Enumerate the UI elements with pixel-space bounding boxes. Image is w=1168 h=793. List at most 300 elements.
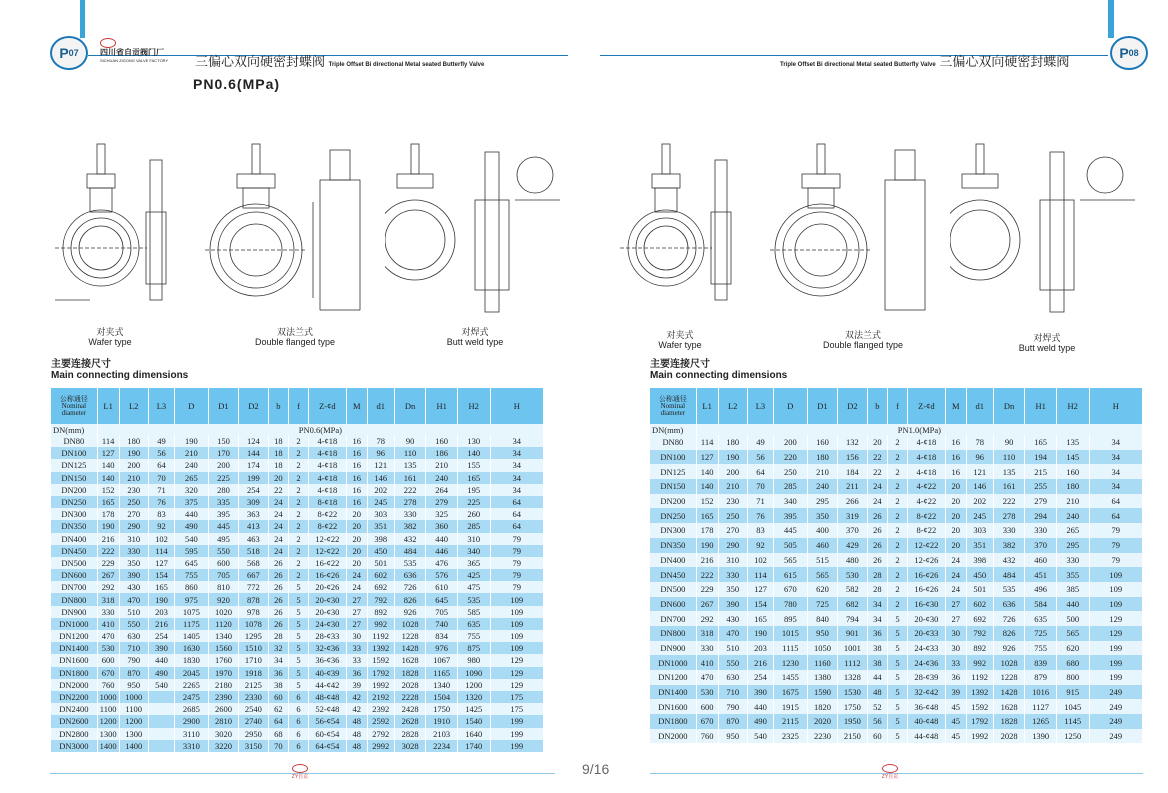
- table-cell: 2028: [993, 729, 1025, 744]
- table-cell: 210: [718, 479, 747, 494]
- column-header: Dn: [394, 388, 426, 424]
- row-label: DN2200: [51, 691, 97, 703]
- table-cell: 330: [696, 641, 718, 656]
- table-cell: 290: [119, 520, 148, 532]
- table-cell: 24: [268, 520, 289, 532]
- table-cell: 180: [1056, 479, 1089, 494]
- table-cell: 265: [1056, 523, 1089, 538]
- table-cell: 165: [1025, 435, 1057, 450]
- table-cell: 127: [148, 557, 174, 569]
- table-cell: 190: [718, 450, 747, 465]
- table-cell: 249: [1089, 714, 1142, 729]
- table-cell: 175: [490, 691, 543, 703]
- table-cell: 203: [747, 641, 773, 656]
- table-cell: 576: [426, 569, 458, 581]
- table-cell: 540: [148, 679, 174, 691]
- table-cell: 36-¢36: [308, 654, 346, 666]
- table-cell: 495: [208, 533, 238, 545]
- row-label: DN1800: [51, 667, 97, 679]
- table-cell: 540: [175, 533, 209, 545]
- row-label: DN1000: [51, 618, 97, 630]
- table-cell: 1628: [394, 654, 426, 666]
- table-cell: 20: [945, 523, 966, 538]
- table-cell: 2740: [239, 715, 268, 727]
- caption-double-flanged-right: 双法兰式 Double flanged type: [822, 330, 904, 350]
- table-cell: 26: [268, 569, 289, 581]
- table-cell: 1630: [175, 642, 209, 654]
- row-label: DN900: [51, 606, 97, 618]
- table-cell: 30: [945, 641, 966, 656]
- table-cell: 222: [394, 484, 426, 496]
- table-row: [51, 691, 544, 703]
- table-cell: 24-¢36: [907, 655, 945, 670]
- table-cell: 45: [945, 729, 966, 744]
- table-cell: 225: [208, 472, 238, 484]
- table-cell: 432: [394, 533, 426, 545]
- table-cell: 755: [457, 630, 490, 642]
- table-cell: 36: [945, 670, 966, 685]
- table-cell: 144: [239, 447, 268, 459]
- table-row: [51, 569, 544, 581]
- table-cell: 340: [774, 494, 808, 509]
- table-cell: 199: [490, 740, 543, 752]
- row-label: DN1400: [51, 642, 97, 654]
- table-cell: 1540: [457, 715, 490, 727]
- table-cell: 470: [97, 630, 119, 642]
- table-cell: 266: [838, 494, 867, 509]
- table-cell: 1000: [119, 691, 148, 703]
- table-cell: 178: [97, 508, 119, 520]
- table-cell: 250: [718, 508, 747, 523]
- table-cell: 27: [346, 606, 367, 618]
- table-row: [650, 479, 1143, 494]
- table-cell: 70: [747, 479, 773, 494]
- table-cell: 60: [867, 729, 888, 744]
- table-cell: 260: [457, 508, 490, 520]
- table-cell: 595: [175, 545, 209, 557]
- table-cell: 64: [747, 464, 773, 479]
- pn-heading: PN0.6(MPa): [193, 76, 281, 92]
- table-cell: 530: [97, 642, 119, 654]
- table-cell: 600: [208, 557, 238, 569]
- table-cell: 20: [945, 538, 966, 553]
- table-cell: 211: [838, 479, 867, 494]
- table-cell: 480: [838, 553, 867, 568]
- column-header: L2: [119, 388, 148, 424]
- table-cell: 140: [696, 479, 718, 494]
- table-cell: 202: [367, 484, 394, 496]
- table-cell: 194: [1025, 450, 1057, 465]
- table-cell: 826: [394, 593, 426, 605]
- table-cell: 2592: [367, 715, 394, 727]
- table-cell: 1265: [1025, 714, 1057, 729]
- table-cell: 278: [394, 496, 426, 508]
- table-cell: 2810: [208, 715, 238, 727]
- column-header: L3: [148, 388, 174, 424]
- table-cell: 60: [268, 691, 289, 703]
- table-cell: 992: [367, 618, 394, 630]
- row-label: DN3000: [51, 740, 97, 752]
- table-cell: 1760: [208, 654, 238, 666]
- row-label: DN300: [650, 523, 696, 538]
- table-cell: 1792: [966, 714, 993, 729]
- table-cell: 1075: [175, 606, 209, 618]
- row-label: DN1800: [650, 714, 696, 729]
- unit-row: DN(mm) PN0.6(MPa): [51, 424, 544, 435]
- row-label: DN200: [51, 484, 97, 496]
- table-cell: 121: [367, 459, 394, 471]
- row-label: DN1000: [650, 655, 696, 670]
- table-cell: 36-¢48: [907, 699, 945, 714]
- table-cell: 8-¢22: [907, 523, 945, 538]
- table-cell: 350: [807, 508, 837, 523]
- table-cell: 36: [346, 667, 367, 679]
- table-cell: 309: [239, 496, 268, 508]
- table-cell: 109: [1089, 597, 1142, 612]
- row-label: DN2400: [51, 703, 97, 715]
- row-label: DN1200: [51, 630, 97, 642]
- table-cell: 210: [175, 447, 209, 459]
- table-cell: 135: [394, 459, 426, 471]
- table-cell: 240: [807, 479, 837, 494]
- table-cell: 20: [945, 494, 966, 509]
- table-cell: 199: [1089, 655, 1142, 670]
- table-cell: 710: [718, 685, 747, 700]
- table-cell: 295: [1056, 538, 1089, 553]
- table-cell: 2028: [394, 679, 426, 691]
- table-cell: 30: [346, 630, 367, 642]
- table-cell: 550: [119, 618, 148, 630]
- table-cell: 20: [346, 545, 367, 557]
- table-cell: 760: [696, 729, 718, 744]
- table-cell: 670: [97, 667, 119, 679]
- column-header: L3: [747, 388, 773, 424]
- table-cell: 484: [993, 567, 1025, 582]
- table-cell: 1910: [426, 715, 458, 727]
- table-cell: 2192: [367, 691, 394, 703]
- table-cell: 5: [289, 654, 309, 666]
- table-cell: 5: [888, 699, 908, 714]
- row-label: DN600: [51, 569, 97, 581]
- table-cell: 410: [696, 655, 718, 670]
- table-cell: 615: [774, 567, 808, 582]
- table-cell: 36: [268, 667, 289, 679]
- table-cell: 190: [119, 447, 148, 459]
- table-cell: 2392: [367, 703, 394, 715]
- table-cell: 78: [966, 435, 993, 450]
- table-cell: 446: [426, 545, 458, 557]
- table-cell: 16: [346, 447, 367, 459]
- table-cell: 1090: [457, 667, 490, 679]
- table-cell: 230: [718, 494, 747, 509]
- table-cell: 1295: [239, 630, 268, 642]
- table-cell: 96: [367, 447, 394, 459]
- table-cell: 1592: [966, 699, 993, 714]
- table-cell: 45: [945, 714, 966, 729]
- table-cell: 222: [993, 494, 1025, 509]
- table-cell: 210: [807, 464, 837, 479]
- table-cell: 109: [490, 630, 543, 642]
- row-label: DN900: [650, 641, 696, 656]
- table-cell: 1560: [208, 642, 238, 654]
- table-cell: 2103: [426, 728, 458, 740]
- table-cell: 2: [888, 450, 908, 465]
- table-cell: 56: [148, 447, 174, 459]
- table-row: [650, 670, 1143, 685]
- table-cell: 16: [945, 450, 966, 465]
- table-row: [650, 553, 1143, 568]
- table-cell: 216: [747, 655, 773, 670]
- table-cell: 3310: [175, 740, 209, 752]
- table-cell: 32-¢36: [308, 642, 346, 654]
- table-cell: 2: [888, 508, 908, 523]
- table-cell: 203: [148, 606, 174, 618]
- table-cell: 92: [148, 520, 174, 532]
- table-cell: 2: [289, 545, 309, 557]
- table-cell: 20-¢30: [308, 606, 346, 618]
- table-cell: 4-¢18: [907, 435, 945, 450]
- table-cell: 24: [268, 496, 289, 508]
- table-cell: 160: [426, 435, 458, 447]
- table-cell: 2: [888, 567, 908, 582]
- table-cell: 240: [1056, 508, 1089, 523]
- table-cell: 2685: [175, 703, 209, 715]
- table-cell: 670: [696, 714, 718, 729]
- column-header: M: [945, 388, 966, 424]
- table-cell: [148, 728, 174, 740]
- row-label: DN80: [51, 435, 97, 447]
- table-cell: 24: [268, 508, 289, 520]
- table-cell: 2: [289, 435, 309, 447]
- table-cell: 1020: [208, 606, 238, 618]
- table-cell: 129: [490, 654, 543, 666]
- table-cell: 515: [807, 553, 837, 568]
- row-label: DN250: [650, 508, 696, 523]
- row-label: DN450: [650, 567, 696, 582]
- row-label: DN500: [650, 582, 696, 597]
- table-cell: 620: [807, 582, 837, 597]
- table-cell: 152: [696, 494, 718, 509]
- table-cell: 165: [696, 508, 718, 523]
- table-cell: 109: [1089, 567, 1142, 582]
- table-cell: 40-¢39: [308, 667, 346, 679]
- table-cell: 451: [1025, 567, 1057, 582]
- table-cell: 1160: [807, 655, 837, 670]
- table-cell: 295: [807, 494, 837, 509]
- table-cell: 199: [1089, 641, 1142, 656]
- table-cell: 1792: [367, 667, 394, 679]
- table-cell: 60-¢54: [308, 728, 346, 740]
- table-cell: 505: [774, 538, 808, 553]
- table-cell: 6: [289, 728, 309, 740]
- table-cell: 28: [867, 567, 888, 582]
- table-cell: 270: [718, 523, 747, 538]
- table-row: [51, 606, 544, 618]
- table-cell: 8-¢22: [308, 508, 346, 520]
- table-cell: 294: [1025, 508, 1057, 523]
- table-cell: 440: [175, 508, 209, 520]
- column-header: H2: [1056, 388, 1089, 424]
- table-cell: 425: [457, 569, 490, 581]
- table-cell: 190: [97, 520, 119, 532]
- table-cell: 48: [867, 685, 888, 700]
- table-cell: 2: [888, 464, 908, 479]
- table-cell: 4-¢18: [308, 459, 346, 471]
- table-row: [51, 642, 544, 654]
- table-cell: 24: [867, 494, 888, 509]
- table-cell: 2628: [394, 715, 426, 727]
- column-header: d1: [966, 388, 993, 424]
- table-cell: 740: [426, 618, 458, 630]
- table-cell: 129: [490, 667, 543, 679]
- row-label: DN125: [650, 464, 696, 479]
- table-cell: 915: [1056, 685, 1089, 700]
- table-cell: 22: [268, 484, 289, 496]
- table-cell: 16: [346, 496, 367, 508]
- column-header: H1: [1025, 388, 1057, 424]
- caption-wafer-right: 对夹式 Wafer type: [658, 330, 702, 350]
- table-cell: 16-¢22: [308, 557, 346, 569]
- column-header: H: [1089, 388, 1142, 424]
- table-cell: 1067: [426, 654, 458, 666]
- table-cell: 490: [747, 714, 773, 729]
- table-cell: 450: [966, 567, 993, 582]
- table-cell: 1828: [993, 714, 1025, 729]
- table-row: [650, 626, 1143, 641]
- table-cell: 79: [490, 569, 543, 581]
- table-cell: 109: [490, 642, 543, 654]
- table-cell: 584: [1025, 597, 1057, 612]
- table-cell: 870: [718, 714, 747, 729]
- table-cell: 1300: [97, 728, 119, 740]
- table-cell: 335: [208, 496, 238, 508]
- table-cell: 826: [993, 626, 1025, 641]
- column-header: H2: [457, 388, 490, 424]
- table-cell: 490: [175, 520, 209, 532]
- table-cell: 20-¢30: [308, 593, 346, 605]
- table-cell: 385: [1056, 582, 1089, 597]
- table-row: [51, 472, 544, 484]
- column-header: Z-¢d: [308, 388, 346, 424]
- table-cell: 726: [394, 581, 426, 593]
- table-cell: 496: [1025, 582, 1057, 597]
- table-cell: 249: [1089, 729, 1142, 744]
- table-cell: 2: [289, 447, 309, 459]
- table-cell: 2540: [239, 703, 268, 715]
- table-cell: 330: [718, 567, 747, 582]
- table-cell: 630: [119, 630, 148, 642]
- column-header: L1: [97, 388, 119, 424]
- table-cell: 16: [346, 435, 367, 447]
- table-cell: 2475: [175, 691, 209, 703]
- row-label: DN800: [650, 626, 696, 641]
- table-cell: 33: [346, 654, 367, 666]
- table-cell: 2: [289, 484, 309, 496]
- table-cell: 790: [718, 699, 747, 714]
- table-cell: 45: [945, 699, 966, 714]
- table-cell: 127: [696, 450, 718, 465]
- page-tab-right: [1108, 0, 1114, 38]
- table-cell: 129: [1089, 611, 1142, 626]
- table-cell: 92: [747, 538, 773, 553]
- table-cell: 38: [867, 655, 888, 670]
- table-cell: 792: [966, 626, 993, 641]
- table-cell: 636: [993, 597, 1025, 612]
- table-cell: 18: [268, 459, 289, 471]
- table-cell: 3220: [208, 740, 238, 752]
- row-label: DN600: [650, 597, 696, 612]
- table-cell: 24-¢30: [308, 618, 346, 630]
- table-cell: 20-¢33: [907, 626, 945, 641]
- table-cell: 760: [97, 679, 119, 691]
- table-cell: 875: [457, 642, 490, 654]
- table-cell: [148, 703, 174, 715]
- table-row: [51, 618, 544, 630]
- section-heading-left: 主要连接尺寸 Main connecting dimensions: [51, 359, 189, 381]
- page-number: 9/16: [582, 761, 610, 777]
- table-row: [650, 597, 1143, 612]
- table-cell: 303: [966, 523, 993, 538]
- table-cell: 32-¢42: [907, 685, 945, 700]
- table-cell: 110: [993, 450, 1025, 465]
- table-cell: 755: [175, 569, 209, 581]
- table-cell: 440: [426, 533, 458, 545]
- row-label: DN250: [51, 496, 97, 508]
- table-cell: 892: [966, 641, 993, 656]
- table-cell: 1045: [1056, 699, 1089, 714]
- table-cell: 44-¢48: [907, 729, 945, 744]
- table-cell: 26: [867, 553, 888, 568]
- table-cell: 540: [747, 729, 773, 744]
- table-cell: 180: [718, 435, 747, 450]
- table-cell: 180: [119, 435, 148, 447]
- table-row: [650, 464, 1143, 479]
- table-cell: 2265: [175, 679, 209, 691]
- table-cell: 127: [97, 447, 119, 459]
- table-cell: 6: [289, 703, 309, 715]
- table-cell: 79: [1089, 553, 1142, 568]
- table-cell: 16-¢26: [308, 569, 346, 581]
- table-cell: 950: [807, 626, 837, 641]
- table-cell: 926: [394, 606, 426, 618]
- table-cell: 350: [718, 582, 747, 597]
- table-cell: 152: [97, 484, 119, 496]
- table-cell: 2: [289, 472, 309, 484]
- table-cell: 26: [867, 538, 888, 553]
- table-cell: 12-¢22: [907, 538, 945, 553]
- table-row: [51, 435, 544, 447]
- table-cell: 1915: [774, 699, 808, 714]
- table-cell: 667: [239, 569, 268, 581]
- table-cell: 64: [268, 715, 289, 727]
- table-cell: 4-¢18: [308, 435, 346, 447]
- table-row: [650, 508, 1143, 523]
- table-row: [650, 729, 1143, 744]
- table-cell: [148, 691, 174, 703]
- table-cell: 114: [747, 567, 773, 582]
- table-cell: 146: [367, 472, 394, 484]
- table-cell: 892: [367, 606, 394, 618]
- table-cell: 27: [346, 618, 367, 630]
- table-cell: 726: [993, 611, 1025, 626]
- table-cell: 2: [289, 569, 309, 581]
- table-cell: 140: [696, 464, 718, 479]
- table-cell: 390: [148, 642, 174, 654]
- table-cell: 255: [1025, 479, 1057, 494]
- table-cell: 550: [208, 545, 238, 557]
- table-row: [51, 533, 544, 545]
- table-cell: 430: [718, 611, 747, 626]
